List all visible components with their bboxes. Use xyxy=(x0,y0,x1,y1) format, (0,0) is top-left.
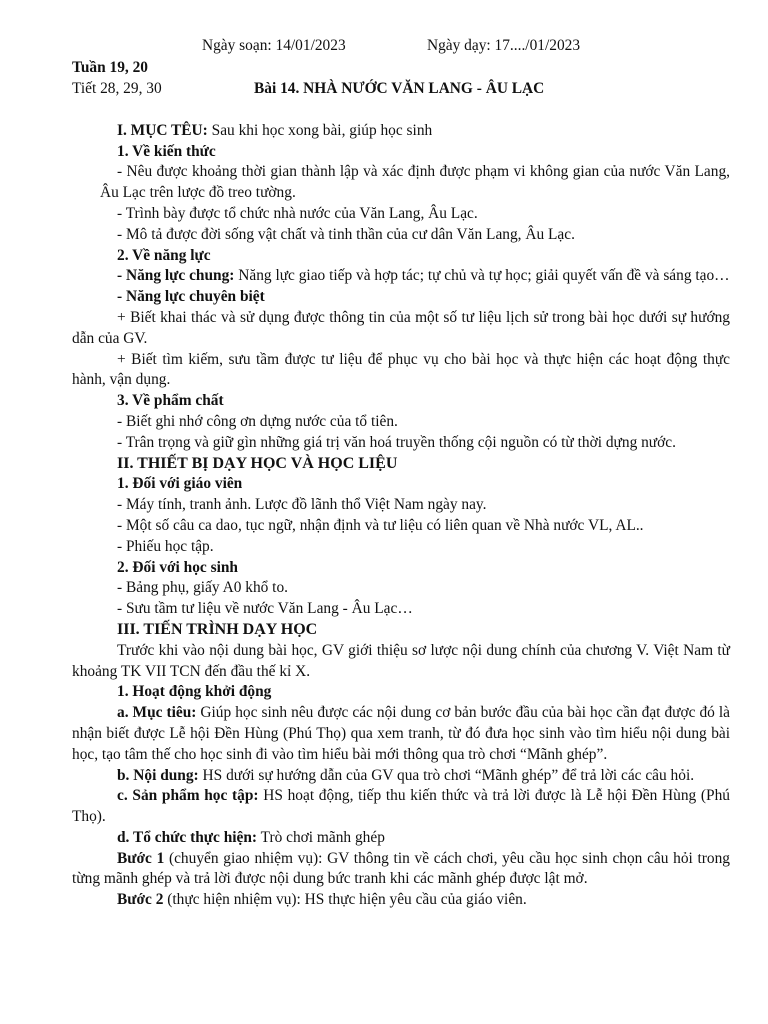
activity-organization xyxy=(72,828,730,849)
activity-product-text: HS hoạt động, tiếp thu kiến thức và trả lời được là Lễ hội Đền Hùng (Phú Thọ). xyxy=(72,787,730,826)
competency-special-item-1: + Biết khai thác và sử dụng được thông tin của một số tư liệu lịch sử trong bài học dưới sự hướng dẫn của GV. xyxy=(72,308,730,347)
competency-general xyxy=(72,266,730,287)
activity-goal xyxy=(72,703,730,765)
competency-special-label: - Năng lực chuyên biệt xyxy=(117,288,265,306)
competency-heading: 2. Về năng lực xyxy=(117,246,211,264)
activity-content-text: HS dưới sự hướng dẫn của GV qua trò chơi “Mãnh ghép” để trả lời các câu hỏi. xyxy=(198,766,695,784)
title-row xyxy=(72,79,730,103)
section-equipment-heading: II. THIẾT BỊ DẠY HỌC VÀ HỌC LIỆU xyxy=(117,454,398,472)
activity-organization-label: d. Tổ chức thực hiện: xyxy=(117,828,258,846)
activity-content-label: b. Nội dung: xyxy=(117,766,199,784)
prep-date: Ngày soạn: 14/01/2023 xyxy=(202,37,346,54)
step-2-label: Bước 2 xyxy=(117,891,164,909)
competency-special-item-2: + Biết tìm kiếm, sưu tầm được tư liệu để phục vụ cho bài học và thực hiện các hoạt động thực hành, vận dụng. xyxy=(72,350,730,389)
activity-content xyxy=(72,766,730,787)
step-1-text: (chuyển giao nhiệm vụ): GV thông tin về cách chơi, yêu cầu học sinh chọn câu hỏi trong từng mãnh ghép và trả lời được nội dung bức tranh khi các mãnh ghép được lật mở. xyxy=(72,849,730,888)
competency-general-text: Năng lực giao tiếp và hợp tác; tự chủ và tự học; giải quyết vấn đề và sáng tạo… xyxy=(234,267,730,285)
periods-label: Tiết 28, 29, 30 xyxy=(72,79,162,97)
activity-organization-text: Trò chơi mãnh ghép xyxy=(257,828,385,846)
knowledge-item-2: - Trình bày được tổ chức nhà nước của Văn Lang, Âu Lạc. xyxy=(117,204,478,222)
activity-product-label: c. Sản phẩm học tập: xyxy=(117,787,259,805)
activity-product xyxy=(72,786,730,828)
quality-item-1: - Biết ghi nhớ công ơn dựng nước của tổ tiên. xyxy=(117,412,398,430)
student-item-1: - Bảng phụ, giấy A0 khổ to. xyxy=(117,579,288,597)
student-heading: 2. Đối với học sinh xyxy=(117,558,238,576)
knowledge-item-1: - Nêu được khoảng thời gian thành lập và xác định được phạm vi không gian của nước Văn Lang, Âu Lạc trên lược đồ treo tường. xyxy=(100,163,730,202)
knowledge-item-3: - Mô tả được đời sống vật chất và tinh thần của cư dân Văn Lang, Âu Lạc. xyxy=(117,225,575,243)
teacher-item-3: - Phiếu học tập. xyxy=(117,537,214,555)
step-2-text: (thực hiện nhiệm vụ): HS thực hiện yêu cầu của giáo viên. xyxy=(163,891,527,909)
competency-general-label: - Năng lực chung: xyxy=(117,267,235,285)
section-process-heading: III. TIẾN TRÌNH DẠY HỌC xyxy=(117,620,318,638)
process-intro: Trước khi vào nội dung bài học, GV giới thiệu sơ lược nội dung chính của chương V. Việt Nam từ khoảng TK VII TCN đến đầu thế kỉ X. xyxy=(72,641,730,680)
activity-heading: 1. Hoạt động khởi động xyxy=(117,683,272,701)
step-1-label: Bước 1 xyxy=(117,849,165,867)
activity-goal-text: Giúp học sinh nêu được các nội dung cơ bản bước đầu của bài học cần đạt được đó là nhận biết được Lễ hội Đền Hùng (Phú Thọ) qua xem tranh, từ đó đưa học sinh vào tìm hiểu nội dung bài học, tạo tâm thế cho học sinh đi vào tìm hiểu bài mới thông qua trò chơi “Mãnh ghép”. xyxy=(72,704,730,763)
teach-date: Ngày dạy: 17..../01/2023 xyxy=(427,37,581,54)
activity-goal-label: a. Mục tiêu: xyxy=(117,704,197,722)
section-objectives-label: I. MỤC TÊU: xyxy=(117,121,208,139)
step-1 xyxy=(72,849,730,891)
knowledge-heading: 1. Về kiến thức xyxy=(117,142,216,160)
lesson-title: Bài 14. NHÀ NƯỚC VĂN LANG - ÂU LẠC xyxy=(254,79,545,97)
teacher-item-2: - Một số câu ca dao, tục ngữ, nhận định và tư liệu có liên quan về Nhà nước VL, AL.. xyxy=(117,516,644,534)
teacher-item-1: - Máy tính, tranh ảnh. Lược đồ lãnh thổ Việt Nam ngày nay. xyxy=(117,496,487,514)
week-label: Tuần 19, 20 xyxy=(72,59,148,76)
section-objectives-heading xyxy=(72,121,730,142)
date-row xyxy=(72,34,730,58)
student-item-2: - Sưu tầm tư liệu về nước Văn Lang - Âu Lạc… xyxy=(117,600,413,618)
quality-item-2: - Trân trọng và giữ gìn những giá trị văn hoá truyền thống cội nguồn có từ thời dựng nước. xyxy=(117,433,676,451)
quality-heading: 3. Về phẩm chất xyxy=(117,392,224,410)
teacher-heading: 1. Đối với giáo viên xyxy=(117,475,243,493)
lesson-plan-page xyxy=(72,34,730,911)
section-objectives-text: Sau khi học xong bài, giúp học sinh xyxy=(207,121,433,139)
step-2 xyxy=(72,890,730,911)
